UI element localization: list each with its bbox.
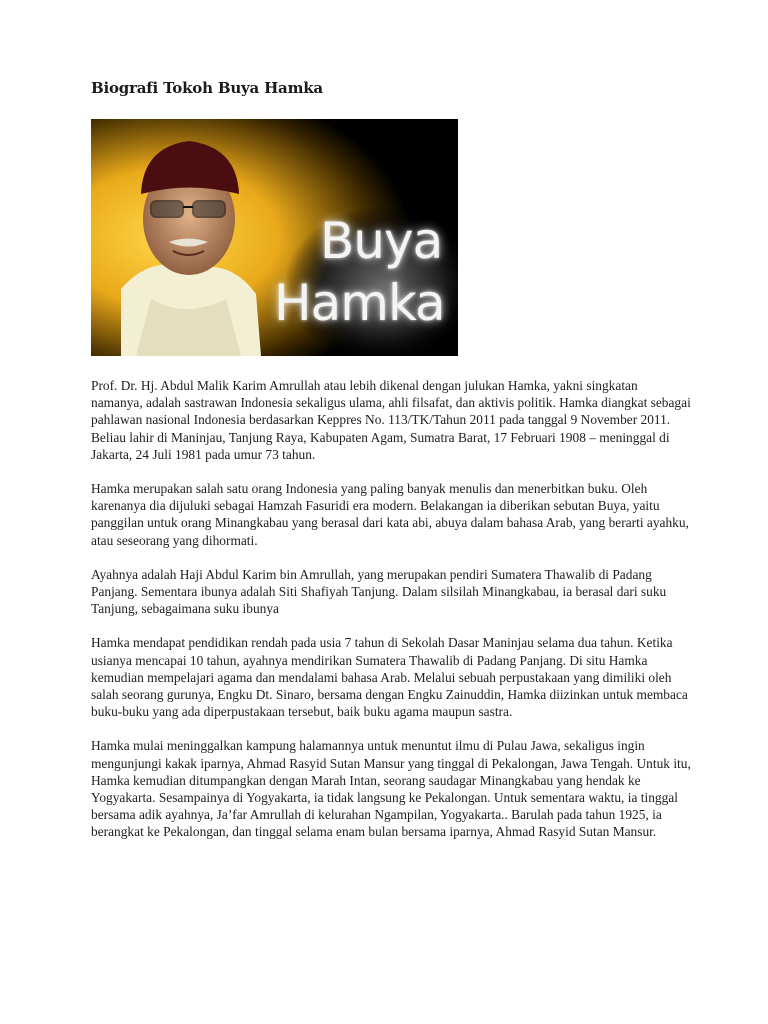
paragraph-1: Prof. Dr. Hj. Abdul Malik Karim Amrullah atau lebih dikenal dengan julukan Hamka, yakni singkatan namanya, adalah sastrawan Indonesia sekaligus ulama, ahli filsafat, dan aktivis politik. Hamka diangkat sebagai pahlawan nasional Indonesia berdasarkan Keppres No. 113/TK/Tahun 2011 pada tanggal 9 November 2011. Beliau lahir di Maninjau, Tanjung Raya, Kabupaten Agam, Sumatra Barat, 17 Februari 1908 – meninggal di Jakarta, 24 Juli 1981 pada umur 73 tahun. [91,378,691,462]
image-text-hamka: Hamka [274,274,445,332]
page-title: Biografi Tokoh Buya Hamka [91,79,323,97]
paragraph-4: Hamka mendapat pendidikan rendah pada usia 7 tahun di Sekolah Dasar Maninjau selama dua tahun. Ketika usianya mencapai 10 tahun, ayahnya mendirikan Sumatera Thawalib di Padang Panjang. Di situ Hamka kemudian mempelajari agama dan mendalami bahasa Arab. Melalui sebuah perpustakaan yang dimiliki oleh salah seorang gurunya, Engku Dt. Sinaro, bersama dengan Engku Zainuddin, Hamka diizinkan untuk membaca buku-buku yang ada diperpustakaan tersebut, baik buku agama maupun sastra. [91,635,688,720]
paragraph-5: Hamka mulai meninggalkan kampung halamannya untuk menuntut ilmu di Pulau Jawa, sekaligus ingin mengunjungi kakak iparnya, Ahmad Rasyid Sutan Mansur yang tinggal di Pekalongan, Jawa Tengah. Untuk itu, Hamka kemudian ditumpangkan dengan Marah Intan, seorang saudagar Minangkabau yang hendak ke Yogyakarta. Sesampainya di Yogyakarta, ia tidak langsung ke Pekalongan. Untuk sementara waktu, ia tinggal bersama adik ayahnya, Ja’far Amrullah di kelurahan Ngampilan, Yogyakarta.. Barulah pada tahun 1925, ia berangkat ke Pekalongan, dan tinggal selama enam bulan bersama iparnya, Ahmad Rasyid Sutan Mansur. [91,738,691,840]
paragraph-2: Hamka merupakan salah satu orang Indonesia yang paling banyak menulis dan menerbitkan buku. Oleh karenanya dia dijuluki sebagai Hamzah Fasuridi era modern. Belakangan ia diberikan sebutan Buya, yaitu panggilan untuk orang Minangkabau yang berasal dari kata abi, abuya dalam bahasa Arab, yang berarti ayahku, atau seseorang yang dihormati. [91,481,689,548]
image-text-buya: Buya [320,212,443,270]
buya-hamka-image [91,119,458,356]
document-page [91,78,691,858]
paragraph-3: Ayahnya adalah Haji Abdul Karim bin Amrullah, yang merupakan pendiri Sumatera Thawalib di Padang Panjang. Sementara ibunya adalah Siti Shafiyah Tanjung. Dalam silsilah Minangkabau, ia berasal dari suku Tanjung, sebagaimana suku ibunya [91,566,667,617]
